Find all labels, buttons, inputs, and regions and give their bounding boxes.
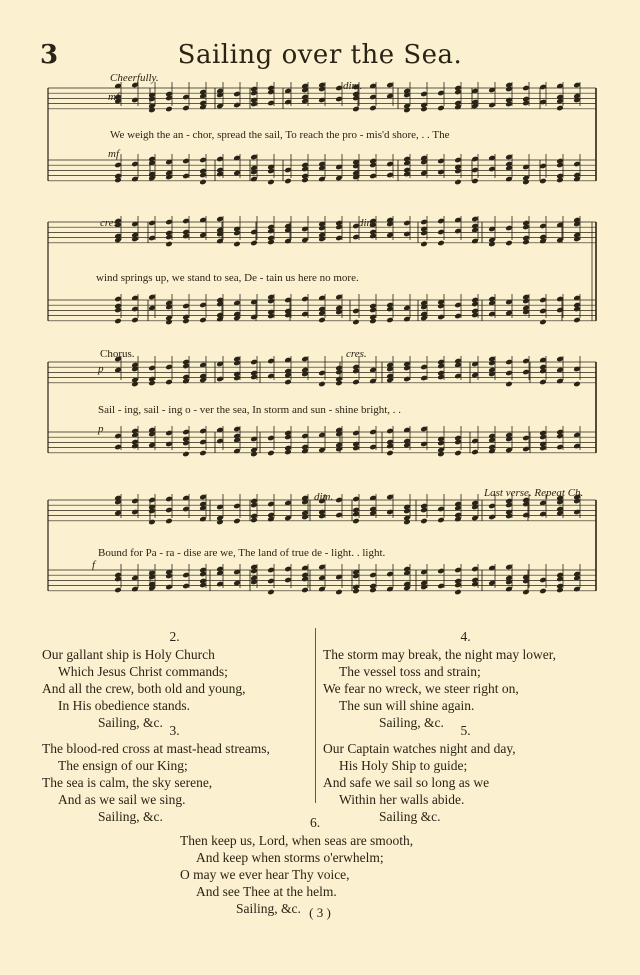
verse-line: We fear no wreck, we steer right on, [323, 681, 519, 696]
tempo-mark: Cheerfully. [110, 72, 159, 84]
note-head [454, 589, 462, 596]
verse-refrain: Sailing, &c. [98, 809, 163, 824]
note-head [250, 240, 258, 247]
verse-line: The blood-red cross at mast-head streams, [42, 741, 270, 756]
chorus-label: Chorus. [100, 348, 135, 360]
note-head [437, 240, 445, 247]
note-head [352, 319, 360, 326]
verse-line: The sea is calm, the sky serene, [42, 775, 213, 790]
dynamic-f-bass: f [92, 559, 96, 571]
column-divider [315, 628, 316, 803]
verse-number: 4. [460, 629, 471, 644]
verse-line: The ensign of our King; [58, 758, 188, 773]
note-head [335, 589, 343, 596]
note-head [522, 589, 530, 596]
lyrics-line-1: We weigh the an - chor, spread the sail, To reach the pro - mis'd shore, . . The [110, 129, 450, 141]
verse-line: Which Jesus Christ commands; [58, 664, 228, 679]
verse-line: Our gallant ship is Holy Church [42, 647, 215, 662]
dynamic-p-treble: p [98, 363, 104, 375]
verse-4 [323, 628, 608, 731]
lyrics-line-3: Sail - ing, sail - ing o - ver the sea, In storm and sun - shine bright, . . [98, 404, 402, 416]
verse-number: 2. [169, 629, 180, 644]
note-head [420, 518, 428, 525]
dynamic-cres-1: cres. [100, 217, 121, 229]
note-head [539, 588, 547, 595]
note-head [539, 319, 547, 326]
verse-refrain: Sailing, &c. [236, 901, 301, 916]
verse-refrain: Sailing &c. [379, 809, 441, 824]
dynamic-dim-3: dim. [314, 491, 334, 503]
dynamic-dim-2: dim. [358, 217, 378, 229]
verse-refrain: Sailing, &c. [379, 715, 444, 730]
note-head [233, 241, 241, 248]
note-head [267, 179, 275, 186]
verse-line: Our Captain watches night and day, [323, 741, 516, 756]
note-head [165, 241, 173, 248]
page-number: ( 3 ) [309, 905, 331, 920]
lyrics-line-4: Bound for Pa - ra - dise are we, The land of true de - light. . light. [98, 547, 386, 559]
note-head [352, 106, 360, 113]
last-verse-note: Last verse. Repeat Ch. [484, 487, 584, 499]
verse-number: 5. [460, 723, 471, 738]
note-head [454, 450, 462, 457]
note-head [199, 179, 207, 186]
hymn-number: 3 [40, 40, 59, 70]
note-head [148, 519, 156, 526]
verse-line: And as we sail we sing. [58, 792, 186, 807]
verse-line: The sun will shine again. [339, 698, 475, 713]
verse-2 [42, 628, 307, 731]
dynamic-dim-1: dim. [343, 80, 363, 92]
hymn-title: Sailing over the Sea. [177, 40, 463, 70]
verse-line: The vessel toss and strain; [339, 664, 481, 679]
dynamic-cres-2: cres. [346, 348, 367, 360]
note-head [454, 179, 462, 186]
dynamic-p-bass: p [98, 423, 104, 435]
verse-line: Within her walls abide. [339, 792, 465, 807]
verse-line: Then keep us, Lord, when seas are smooth, [180, 833, 414, 848]
verse-line: In His obedience stands. [58, 698, 190, 713]
dynamic-mf-treble: mf [108, 91, 119, 103]
verse-5 [323, 722, 608, 825]
note-head [267, 589, 275, 596]
note-head [267, 450, 275, 457]
verse-line: And safe we sail so long as we [323, 775, 490, 790]
verse-line: And keep when storms o'erwhelm; [196, 850, 384, 865]
note-head [165, 518, 173, 525]
note-head [420, 241, 428, 248]
lyrics-line-2: wind springs up, we stand to sea, De - tain us here no more. [96, 272, 359, 284]
note-head [199, 450, 207, 457]
verse-number: 3. [169, 723, 180, 738]
verse-number: 6. [310, 815, 321, 830]
verse-line: And see Thee at the helm. [196, 884, 337, 899]
note-head [165, 106, 173, 113]
verse-6 [180, 814, 480, 917]
note-head [318, 381, 326, 388]
note-heads [114, 82, 584, 596]
verse-line: The storm may break, the night may lower, [323, 647, 557, 662]
verse-line: His Holy Ship to guide; [339, 758, 468, 773]
note-head [352, 518, 360, 525]
note-head [182, 451, 190, 458]
verse-line: And all the crew, both old and young, [42, 681, 246, 696]
verse-line: O may we ever hear Thy voice, [180, 867, 350, 882]
note-head [386, 450, 394, 457]
note-head [233, 518, 241, 525]
verse-refrain: Sailing, &c. [98, 715, 163, 730]
note-head [505, 240, 513, 247]
note-head [284, 178, 292, 185]
note-head [505, 381, 513, 388]
dynamic-mf-bass: mf [108, 148, 119, 160]
note-head [573, 381, 581, 388]
note-head [114, 318, 122, 325]
verse-3 [42, 722, 307, 825]
